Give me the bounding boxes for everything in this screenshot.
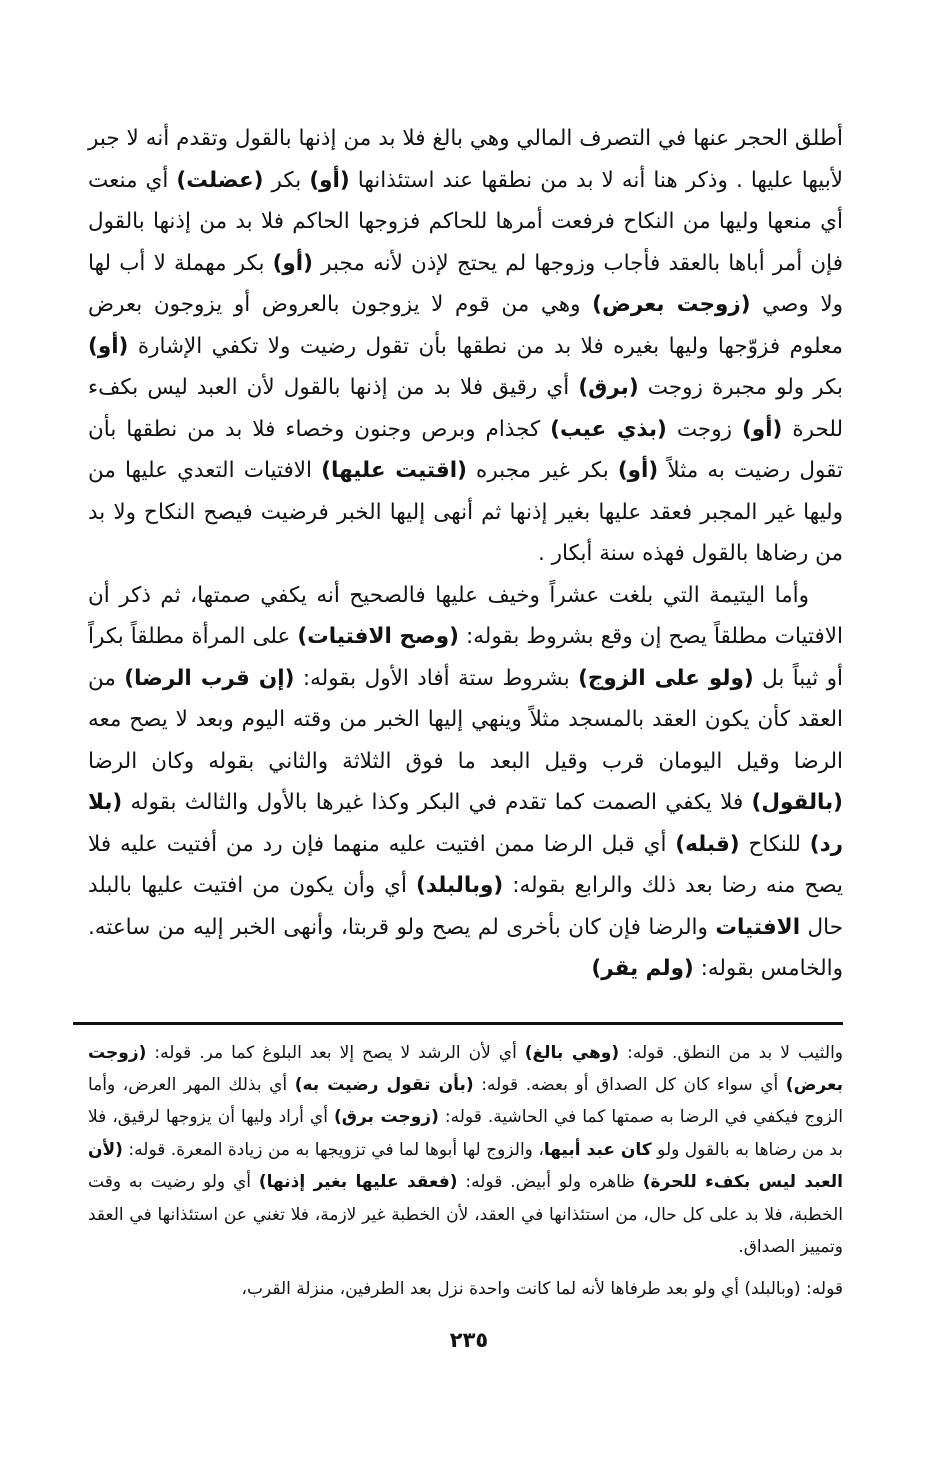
page-number: ٢٣٥ xyxy=(449,1328,489,1352)
footnote-divider xyxy=(73,1022,843,1025)
paragraph-1: أطلق الحجر عنها في التصرف المالي وهي بالغ فلا بد من إذنها بالقول وتقدم أنه لا جبر لأبيها عليها . وذكر هنا أنه لا بد من نطقها عند استئذانها (أو) بكر (عضلت) أي منعت أي منعها وليها من النكاح فرفعت أمرها للحاكم فزوجها الحاكم فلا بد من إذنها بالقول فإن أمر أباها بالعقد فأجاب وزوجها لم يحتج لإذن لأنه مجبر (أو) بكر مهملة لا أب لها ولا وصي (زوجت بعرض) وهي من قوم لا يزوجون بالعروض أو يزوجون بعرض معلوم فزوّجها وليها بغيره فلا بد من نطقها بأن تقول رضيت ولا تكفي الإشارة (أو) بكر ولو مجبرة زوجت (برق) أي رقيق فلا بد من إذنها بالقول لأن العبد ليس بكفء للحرة (أو) زوجت (بذي عيب) كجذام وبرص وجنون وخصاء فلا بد من نطقها بأن تقول رضيت به مثلاً (أو) بكر غير مجبره (اقتيت عليها) الافتيات التعدي عليها من وليها غير المجبر فعقد عليها بغير إذنها ثم أنهى إليها الخبر فرضيت فيصح النكاح ولا بد من رضاها بالقول فهذه سنة أبكار . xyxy=(88,126,844,566)
footnote-1: والثيب لا بد من النطق. قوله: (وهي بالغ) أي لأن الرشد لا يصح إلا بعد البلوغ كما مر. قوله: (زوجت بعرض) أي سواء كان كل الصداق أو بعضه. قوله: (بأن تقول رضيت به) أي بذلك المهر العرض، وأما الزوج فيكفي في الرضا به صمتها كما في الحاشية. قوله: (زوجت برق) أي أراد وليها أن يزوجها لرقيق، فلا بد من رضاها به بالقول ولو كان عبد أبيها، والزوج لها أبوها لما في تزويجها به من زيادة المعرة. قوله: (لأن العبد ليس بكفء للحرة) ظاهره ولو أبيض. قوله: (فعقد عليها بغير إذنها) أي ولو رضيت به وقت الخطبة، فلا بد على كل حال، من استئذانها في العقد، لأن الخطبة غير لازمة، فلا تغني عن استئذانها في العقد وتمييز الصداق. xyxy=(88,1042,844,1257)
paragraph-2: وأما اليتيمة التي بلغت عشراً وخيف عليها فالصحيح أنه يكفي صمتها، ثم ذكر أن الافتيات مطلقاً يصح إن وقع بشروط بقوله: (وصح الافتيات) على المرأة مطلقاً بكراً أو ثيباً بل (ولو على الزوج) بشروط ستة أفاد الأول بقوله: (إن قرب الرضا) من العقد كأن يكون العقد بالمسجد مثلاً وينهي إليها الخبر من وقته اليوم وبعد لا يصح معه الرضا وقيل اليومان قرب وقيل البعد ما فوق الثلاثة والثاني بقوله وكان الرضا (بالقول) فلا يكفي الصمت كما تقدم في البكر وكذا غيرها بالأول والثالث بقوله (بلا رد) للنكاح (قبله) أي قبل الرضا ممن افتيت عليه منهما فإن رد من أفتيت عليه فلا يصح منه رضا بعد ذلك والرابع بقوله: (وبالبلد) أي وأن يكون من افتيت عليها بالبلد حال الافتيات والرضا فإن كان بأخرى لم يصح ولو قربتا، وأنهى الخبر إليه من ساعته. والخامس بقوله: (ولم يقر) xyxy=(88,582,844,981)
footnotes xyxy=(88,1037,843,1306)
footnote-2: قوله: (وبالبلد) أي ولو بعد طرفاها لأنه لما كانت واحدة نزل بعد الطرفين، منزلة القرب، xyxy=(241,1279,843,1300)
main-text xyxy=(88,118,843,990)
